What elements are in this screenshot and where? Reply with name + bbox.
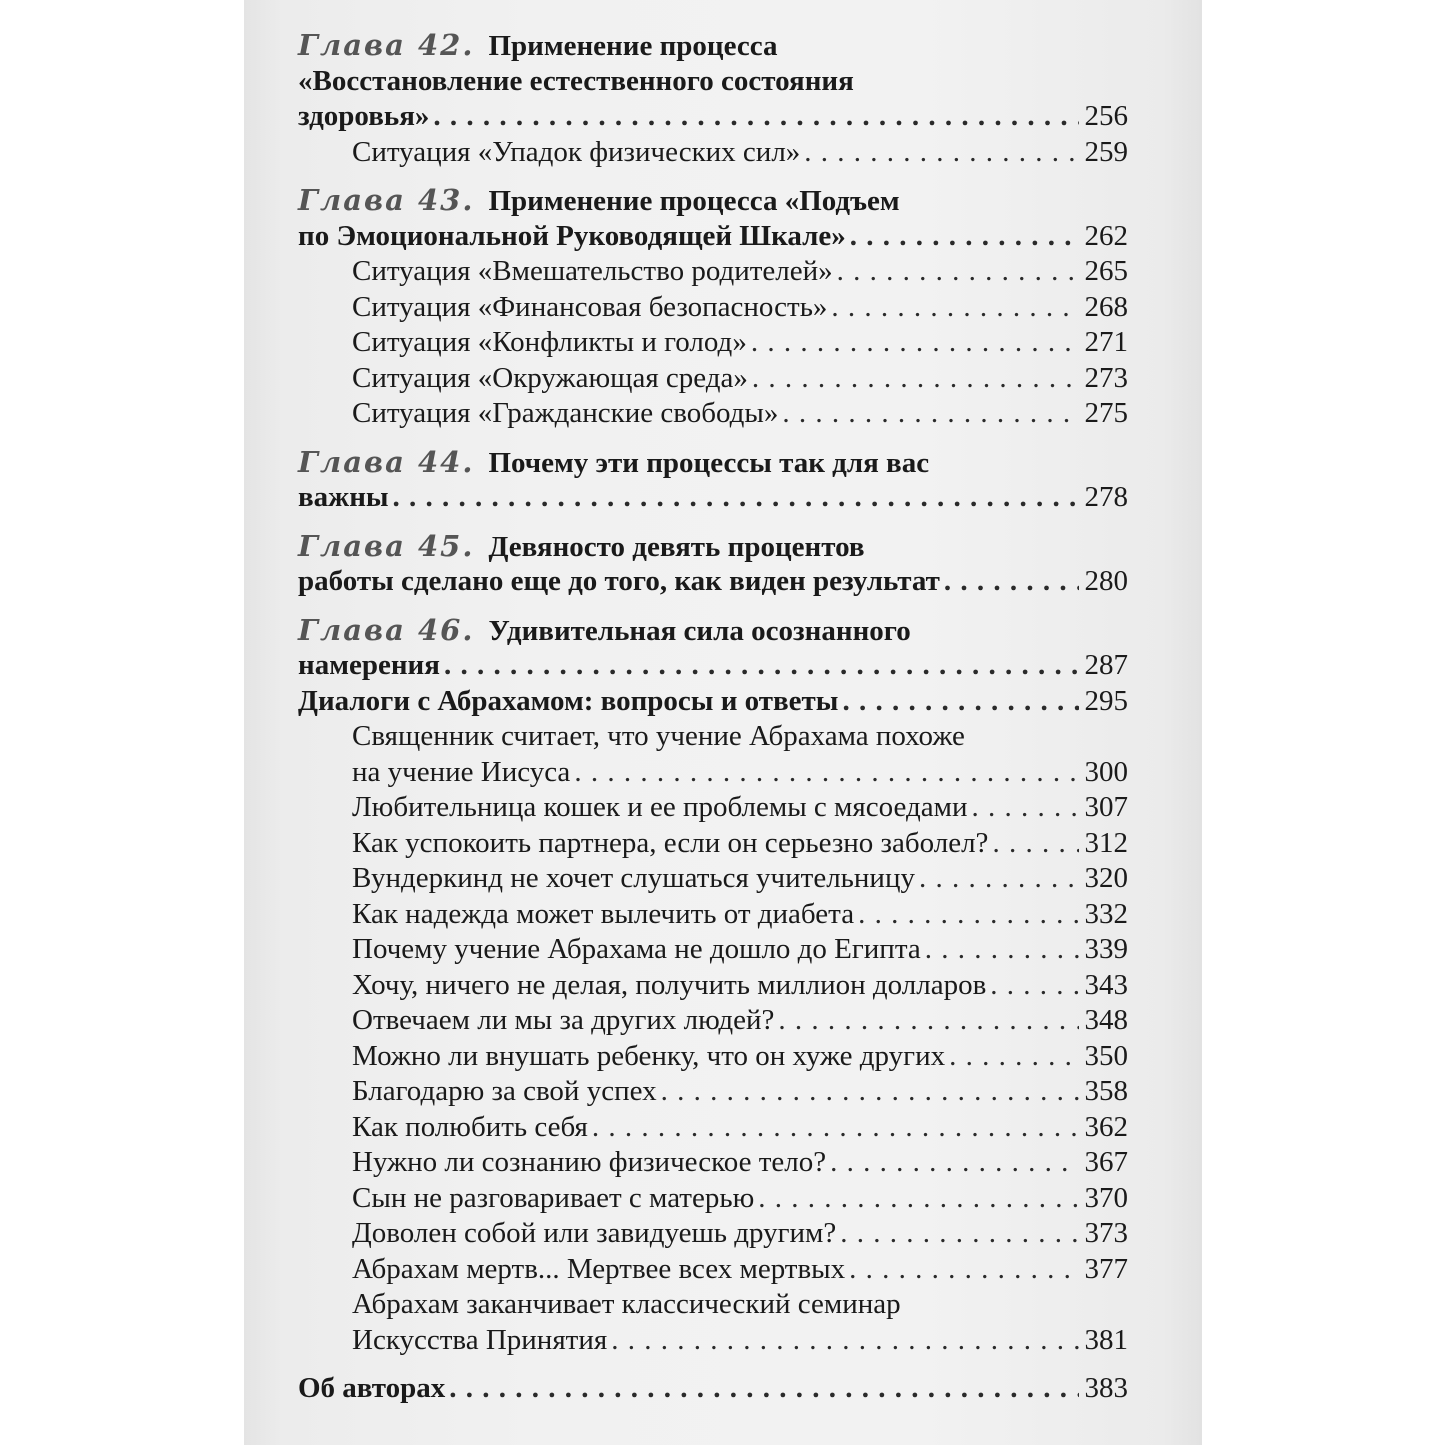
toc-subitem xyxy=(298,135,1128,171)
subitem-page: 373 xyxy=(1084,1217,1128,1249)
toc-subitem xyxy=(298,897,1128,933)
subitem-page: 312 xyxy=(1084,826,1128,859)
subitem-title: Доволен собой или завидуешь другим? xyxy=(352,1217,837,1249)
subitem-page: 271 xyxy=(1084,326,1128,358)
dot-leader xyxy=(840,1216,1078,1252)
subitem-title: Можно ли внушать ребенку, что он хуже других xyxy=(352,1039,946,1072)
subitem-title: Хочу, ничего не делая, получить миллион долларов xyxy=(352,968,987,1001)
dot-leader xyxy=(574,755,1078,791)
subitem-page: 350 xyxy=(1084,1039,1128,1072)
chapter-44-page: 278 xyxy=(1084,481,1128,513)
chapter-43-title-line1: Применение процесса «Подъем xyxy=(488,185,900,217)
subitem-page: 320 xyxy=(1084,862,1128,894)
chapter-42-entry xyxy=(298,99,1128,135)
toc-subitem xyxy=(298,254,1128,290)
chapter-43-label: Глава 43. xyxy=(298,183,475,217)
chapter-45-entry xyxy=(298,564,1128,600)
dot-leader xyxy=(992,826,1078,862)
chapter-46-heading xyxy=(298,613,1128,649)
dot-leader xyxy=(611,1323,1078,1359)
chapter-43-entry xyxy=(298,219,1128,255)
dot-leader xyxy=(804,135,1078,171)
subitem-page: 358 xyxy=(1084,1075,1128,1107)
dialogs-section-page: 295 xyxy=(1084,684,1128,717)
subitem-title: Абрахам мертв... Мертвее всех мертвых xyxy=(352,1252,846,1285)
subitem-title: Почему учение Абрахама не дошло до Египта xyxy=(352,933,921,965)
chapter-45-label: Глава 45. xyxy=(298,528,475,563)
subitem-title-line2: Искусства Принятия xyxy=(352,1323,608,1356)
dot-leader xyxy=(842,684,1078,720)
subitem-page: 370 xyxy=(1084,1181,1128,1214)
subitem-page: 275 xyxy=(1084,397,1128,429)
chapter-44-title-line1: Почему эти процессы так для вас xyxy=(488,446,930,479)
dialogs-section-title: Диалоги с Абрахамом: вопросы и ответы xyxy=(298,684,839,717)
subitem-title-line1: Абрахам заканчивает классический семинар xyxy=(352,1288,901,1320)
dot-leader xyxy=(778,1003,1078,1039)
chapter-42-title-line2: «Восстановление естественного состояния xyxy=(298,64,854,97)
toc-subitem xyxy=(298,1181,1128,1217)
subitem-title-line1: Священник считает, что учение Абрахама похоже xyxy=(352,720,965,752)
chapter-43-page: 262 xyxy=(1084,219,1128,252)
chapter-44-heading xyxy=(298,445,1128,481)
chapter-46-page: 287 xyxy=(1084,649,1128,681)
subitem-title: Ситуация «Гражданские свободы» xyxy=(352,397,779,429)
subitem-title: Нужно ли сознанию физическое тело? xyxy=(352,1146,827,1178)
subitem-title: Отвечаем ли мы за других людей? xyxy=(352,1004,775,1036)
toc-subitem xyxy=(298,932,1128,968)
dot-leader xyxy=(990,968,1078,1004)
toc-subitem xyxy=(298,1216,1128,1252)
dot-leader xyxy=(444,648,1079,684)
subitem-title: Ситуация «Окружающая среда» xyxy=(352,361,748,394)
chapter-42-title-line2-row xyxy=(298,64,1128,100)
subitem-page: 348 xyxy=(1084,1004,1128,1036)
chapter-45-page: 280 xyxy=(1084,565,1128,597)
subitem-title: Сын не разговаривает с матерью xyxy=(352,1181,755,1214)
toc-subitem xyxy=(298,1145,1128,1181)
subitem-title: Ситуация «Упадок физических сил» xyxy=(352,135,801,168)
subitem-page: 259 xyxy=(1084,135,1128,168)
subitem-page: 332 xyxy=(1084,897,1128,930)
dot-leader xyxy=(831,290,1078,326)
toc-subitem xyxy=(298,361,1128,397)
dot-leader xyxy=(919,861,1079,897)
subitem-page: 268 xyxy=(1084,290,1128,323)
chapter-42-title-line3: здоровья» xyxy=(298,100,430,132)
toc-subitem xyxy=(298,325,1128,361)
dot-leader xyxy=(944,564,1079,600)
subitem-page: 300 xyxy=(1084,755,1128,788)
dot-leader xyxy=(850,219,1079,255)
dot-leader xyxy=(592,1110,1079,1146)
chapter-45-title-line1: Девяносто девять процентов xyxy=(488,530,865,563)
dot-leader xyxy=(837,254,1079,290)
chapter-46-title-line2: намерения xyxy=(298,649,440,681)
subitem-title: Ситуация «Финансовая безопасность» xyxy=(352,290,828,323)
toc-subitem xyxy=(298,826,1128,862)
chapter-44-label: Глава 44. xyxy=(298,444,475,479)
subitem-title: Вундеркинд не хочет слушаться учительницу xyxy=(352,862,915,894)
chapter-42-title-line1: Применение процесса xyxy=(488,30,778,62)
subitem-page: 265 xyxy=(1084,255,1128,287)
chapter-46-label: Глава 46. xyxy=(298,612,475,647)
subitem-page: 339 xyxy=(1084,933,1128,965)
subitem-title: Как надежда может вылечить от диабета xyxy=(352,897,855,930)
dot-leader xyxy=(830,1145,1078,1181)
chapter-46-entry xyxy=(298,648,1128,684)
subitem-page: 273 xyxy=(1084,361,1128,394)
toc-subitem xyxy=(298,1003,1128,1039)
toc-subitem xyxy=(298,1074,1128,1110)
dot-leader xyxy=(661,1074,1079,1110)
chapter-42-page: 256 xyxy=(1084,100,1128,132)
chapter-42-label: Глава 42. xyxy=(298,28,475,62)
authors-entry xyxy=(298,1371,1128,1407)
toc-subitem xyxy=(298,861,1128,897)
subitem-title: Благодарю за свой успех xyxy=(352,1075,657,1107)
dialogs-section-entry xyxy=(298,684,1128,720)
dot-leader xyxy=(433,99,1078,135)
toc-subitem xyxy=(298,719,1128,755)
subitem-page: 377 xyxy=(1084,1252,1128,1285)
chapter-43-title-line2: по Эмоциональной Руководящей Шкале» xyxy=(298,219,846,252)
dot-leader xyxy=(752,361,1079,397)
subitem-page: 343 xyxy=(1084,968,1128,1001)
dot-leader xyxy=(449,1371,1078,1407)
subitem-page: 307 xyxy=(1084,791,1128,823)
toc-subitem xyxy=(298,755,1128,791)
chapter-43-heading xyxy=(298,183,1128,219)
dot-leader xyxy=(858,897,1078,933)
toc-subitem xyxy=(298,1252,1128,1288)
toc-subitem xyxy=(298,1110,1128,1146)
dot-leader xyxy=(971,790,1078,826)
table-of-contents xyxy=(298,28,1128,1407)
subitem-title: Как успокоить партнера, если он серьезно заболел? xyxy=(352,826,989,859)
subitem-title-line2: на учение Иисуса xyxy=(352,755,571,788)
chapter-42-heading xyxy=(298,28,1128,64)
authors-page: 383 xyxy=(1084,1372,1128,1404)
subitem-page: 367 xyxy=(1084,1146,1128,1178)
toc-subitem xyxy=(298,1323,1128,1359)
dot-leader xyxy=(849,1252,1078,1288)
subitem-title: Как полюбить себя xyxy=(352,1110,588,1143)
toc-subitem xyxy=(298,396,1128,432)
toc-subitem xyxy=(298,290,1128,326)
authors-title: Об авторах xyxy=(298,1372,446,1404)
chapter-44-title-line2: важны xyxy=(298,481,389,513)
dot-leader xyxy=(949,1039,1078,1075)
chapter-45-title-line2: работы сделано еще до того, как виден результат xyxy=(298,565,940,597)
toc-subitem xyxy=(298,790,1128,826)
subitem-title: Ситуация «Вмешательство родителей» xyxy=(352,255,833,287)
dot-leader xyxy=(758,1181,1078,1217)
toc-subitem xyxy=(298,1039,1128,1075)
subitem-title: Ситуация «Конфликты и голод» xyxy=(352,326,747,358)
dot-leader xyxy=(782,396,1078,432)
dot-leader xyxy=(925,932,1079,968)
subitem-page: 362 xyxy=(1084,1110,1128,1143)
dot-leader xyxy=(751,325,1079,361)
toc-subitem xyxy=(298,1287,1128,1323)
chapter-46-title-line1: Удивительная сила осознанного xyxy=(488,614,911,647)
toc-subitem xyxy=(298,968,1128,1004)
chapter-45-heading xyxy=(298,529,1128,565)
chapter-44-entry xyxy=(298,480,1128,516)
dot-leader xyxy=(393,480,1079,516)
subitem-title: Любительница кошек и ее проблемы с мясоедами xyxy=(352,791,968,823)
subitem-page: 381 xyxy=(1084,1323,1128,1356)
